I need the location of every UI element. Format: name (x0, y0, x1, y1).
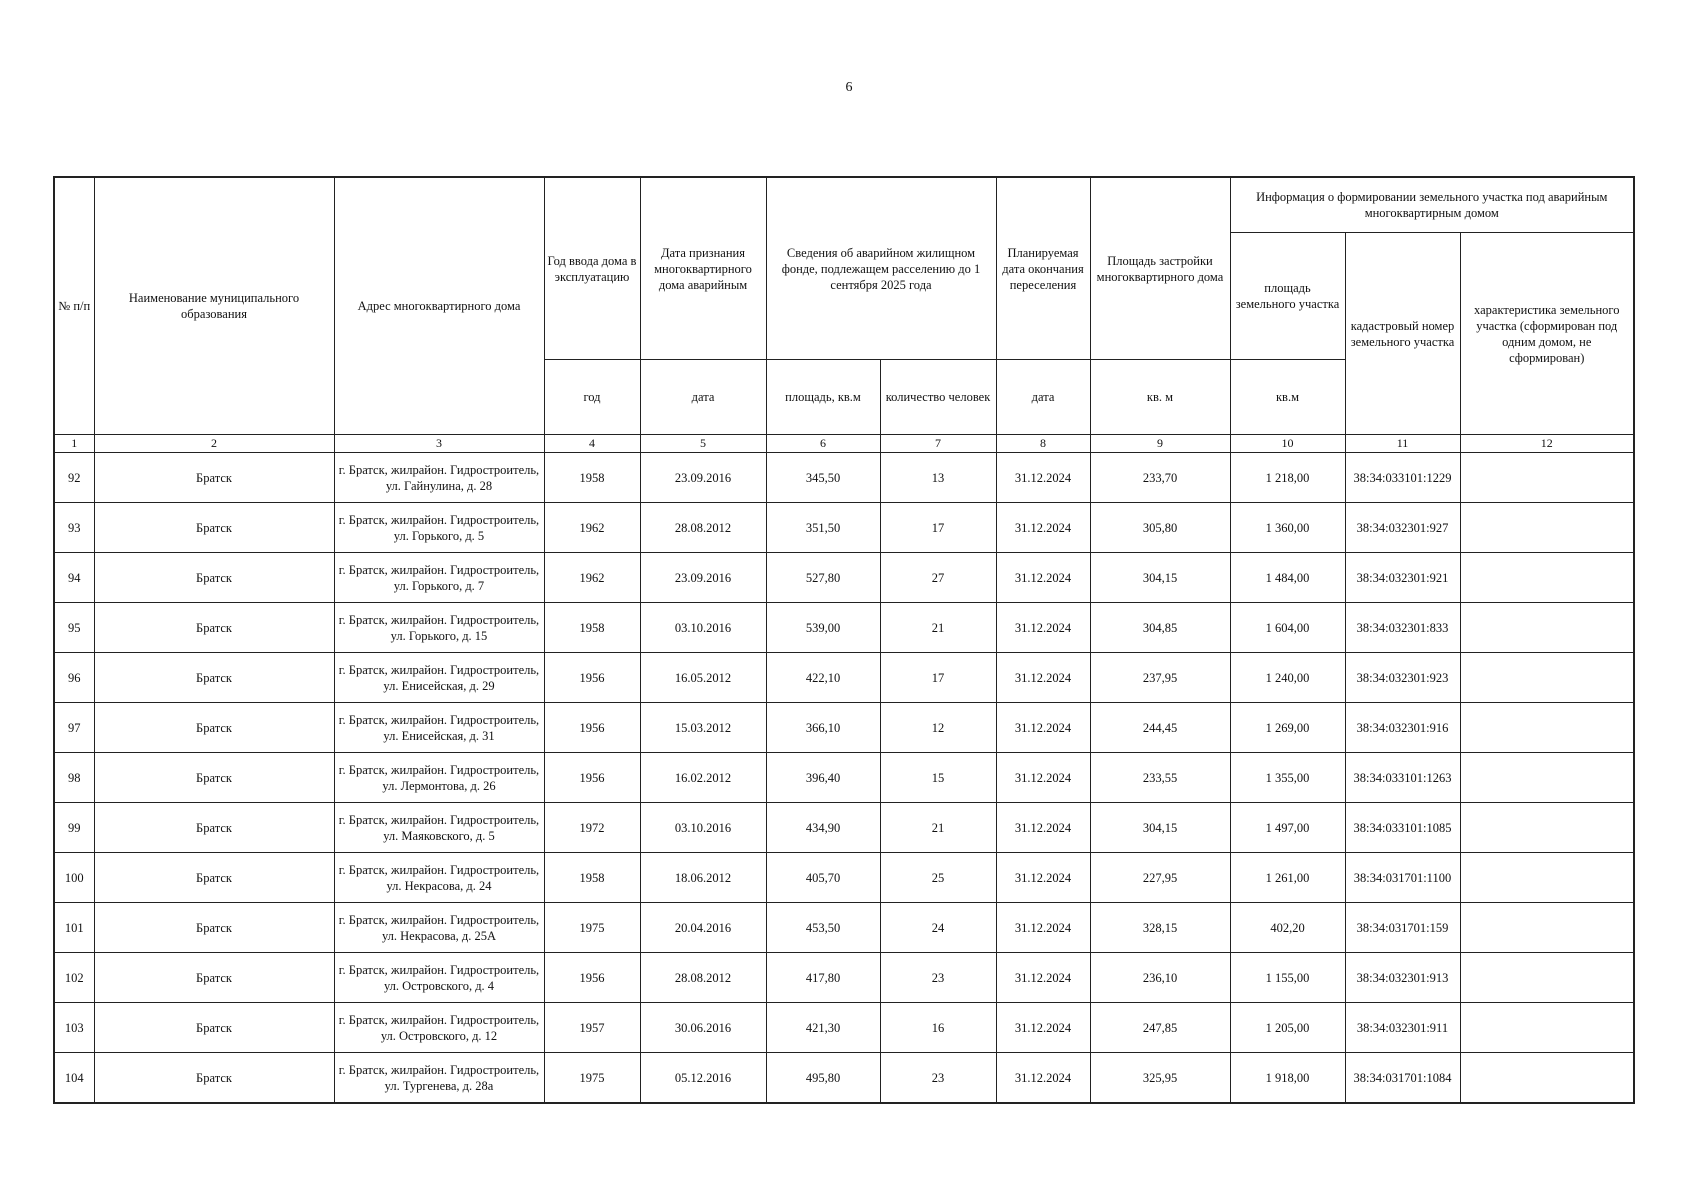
cell-address: г. Братск, жилрайон. Гидростроитель, ул. Горького, д. 7 (334, 553, 544, 603)
cell-row-number: 98 (54, 753, 94, 803)
cell-cadastral-number: 38:34:032301:913 (1345, 953, 1460, 1003)
cell-building-area: 233,55 (1090, 753, 1230, 803)
cell-land-area: 1 261,00 (1230, 853, 1345, 903)
cell-people: 21 (880, 803, 996, 853)
cell-municipality: Братск (94, 1053, 334, 1104)
cell-people: 15 (880, 753, 996, 803)
cell-people: 16 (880, 1003, 996, 1053)
cell-year: 1975 (544, 903, 640, 953)
cell-cadastral-number: 38:34:031701:1100 (1345, 853, 1460, 903)
cell-people: 24 (880, 903, 996, 953)
cell-municipality: Братск (94, 603, 334, 653)
cell-address: г. Братск, жилрайон. Гидростроитель, ул. Гайнулина, д. 28 (334, 453, 544, 503)
cell-cadastral-number: 38:34:032301:923 (1345, 653, 1460, 703)
cell-date-recognized: 16.05.2012 (640, 653, 766, 703)
table-row (54, 903, 1634, 953)
cell-year: 1957 (544, 1003, 640, 1053)
header-land-area: площадь земельного участка (1230, 233, 1345, 360)
cell-people: 27 (880, 553, 996, 603)
column-number: 1 (54, 435, 94, 453)
unit-year: год (544, 360, 640, 435)
cell-row-number: 96 (54, 653, 94, 703)
cell-people: 25 (880, 853, 996, 903)
cell-municipality: Братск (94, 953, 334, 1003)
cell-address: г. Братск, жилрайон. Гидростроитель, ул. Островского, д. 12 (334, 1003, 544, 1053)
cell-row-number: 101 (54, 903, 94, 953)
cell-address: г. Братск, жилрайон. Гидростроитель, ул. Енисейская, д. 29 (334, 653, 544, 703)
header-planned-date: Планируемая дата окончания переселения (996, 177, 1090, 360)
table-row (54, 653, 1634, 703)
cell-cadastral-number: 38:34:032301:927 (1345, 503, 1460, 553)
table-row (54, 453, 1634, 503)
cell-address: г. Братск, жилрайон. Гидростроитель, ул. Енисейская, д. 31 (334, 703, 544, 753)
unit-people: количество человек (880, 360, 996, 435)
table-row (54, 1053, 1634, 1104)
cell-date-recognized: 05.12.2016 (640, 1053, 766, 1104)
cell-year: 1956 (544, 753, 640, 803)
cell-building-area: 247,85 (1090, 1003, 1230, 1053)
cell-planned-date: 31.12.2024 (996, 953, 1090, 1003)
cell-cadastral-number: 38:34:033101:1229 (1345, 453, 1460, 503)
cell-row-number: 102 (54, 953, 94, 1003)
header-date-recognized: Дата признания многоквартирного дома аварийным (640, 177, 766, 360)
cell-land-characteristic (1460, 703, 1634, 753)
column-number: 6 (766, 435, 880, 453)
cell-people: 21 (880, 603, 996, 653)
cell-municipality: Братск (94, 903, 334, 953)
cell-area: 405,70 (766, 853, 880, 903)
column-number: 10 (1230, 435, 1345, 453)
cell-building-area: 304,85 (1090, 603, 1230, 653)
cell-address: г. Братск, жилрайон. Гидростроитель, ул. Тургенева, д. 28а (334, 1053, 544, 1104)
cell-planned-date: 31.12.2024 (996, 903, 1090, 953)
cell-area: 396,40 (766, 753, 880, 803)
cell-date-recognized: 23.09.2016 (640, 553, 766, 603)
cell-area: 527,80 (766, 553, 880, 603)
cell-land-area: 1 360,00 (1230, 503, 1345, 553)
cell-municipality: Братск (94, 503, 334, 553)
cell-cadastral-number: 38:34:033101:1085 (1345, 803, 1460, 853)
cell-row-number: 93 (54, 503, 94, 553)
cell-cadastral-number: 38:34:032301:911 (1345, 1003, 1460, 1053)
cell-building-area: 304,15 (1090, 803, 1230, 853)
cell-cadastral-number: 38:34:032301:916 (1345, 703, 1460, 753)
column-number: 9 (1090, 435, 1230, 453)
cell-area: 421,30 (766, 1003, 880, 1053)
header-row-number: № п/п (54, 177, 94, 435)
cell-land-area: 402,20 (1230, 903, 1345, 953)
unit-area: площадь, кв.м (766, 360, 880, 435)
cell-date-recognized: 18.06.2012 (640, 853, 766, 903)
column-number: 3 (334, 435, 544, 453)
column-number: 5 (640, 435, 766, 453)
cell-building-area: 305,80 (1090, 503, 1230, 553)
table-row (54, 753, 1634, 803)
cell-land-characteristic (1460, 603, 1634, 653)
cell-date-recognized: 16.02.2012 (640, 753, 766, 803)
table-row (54, 853, 1634, 903)
cell-building-area: 244,45 (1090, 703, 1230, 753)
cell-people: 17 (880, 503, 996, 553)
cell-planned-date: 31.12.2024 (996, 853, 1090, 903)
cell-area: 351,50 (766, 503, 880, 553)
cell-date-recognized: 28.08.2012 (640, 953, 766, 1003)
cell-building-area: 227,95 (1090, 853, 1230, 903)
header-emergency-fund: Сведения об аварийном жилищном фонде, подлежащем расселению до 1 сентября 2025 года (766, 177, 996, 360)
unit-date-recognized: дата (640, 360, 766, 435)
cell-area: 422,10 (766, 653, 880, 703)
cell-date-recognized: 30.06.2016 (640, 1003, 766, 1053)
cell-cadastral-number: 38:34:032301:833 (1345, 603, 1460, 653)
table-body (54, 453, 1634, 1104)
cell-address: г. Братск, жилрайон. Гидростроитель, ул. Лермонтова, д. 26 (334, 753, 544, 803)
cell-area: 495,80 (766, 1053, 880, 1104)
cell-year: 1956 (544, 703, 640, 753)
column-number: 7 (880, 435, 996, 453)
column-number: 8 (996, 435, 1090, 453)
cell-municipality: Братск (94, 653, 334, 703)
cell-building-area: 325,95 (1090, 1053, 1230, 1104)
table-row (54, 1003, 1634, 1053)
cell-area: 366,10 (766, 703, 880, 753)
cell-row-number: 97 (54, 703, 94, 753)
cell-row-number: 94 (54, 553, 94, 603)
cell-municipality: Братск (94, 703, 334, 753)
cell-municipality: Братск (94, 1003, 334, 1053)
cell-row-number: 100 (54, 853, 94, 903)
header-land-info: Информация о формировании земельного участка под аварийным многоквартирным домом (1230, 177, 1634, 233)
cell-municipality: Братск (94, 553, 334, 603)
cell-municipality: Братск (94, 803, 334, 853)
cell-people: 23 (880, 953, 996, 1003)
cell-land-area: 1 604,00 (1230, 603, 1345, 653)
cell-cadastral-number: 38:34:033101:1263 (1345, 753, 1460, 803)
cell-municipality: Братск (94, 853, 334, 903)
cell-land-characteristic (1460, 853, 1634, 903)
column-number: 11 (1345, 435, 1460, 453)
cell-land-characteristic (1460, 653, 1634, 703)
cell-address: г. Братск, жилрайон. Гидростроитель, ул. Маяковского, д. 5 (334, 803, 544, 853)
cell-planned-date: 31.12.2024 (996, 653, 1090, 703)
cell-year: 1975 (544, 1053, 640, 1104)
cell-building-area: 236,10 (1090, 953, 1230, 1003)
cell-row-number: 99 (54, 803, 94, 853)
cell-planned-date: 31.12.2024 (996, 453, 1090, 503)
unit-land-area: кв.м (1230, 360, 1345, 435)
header-address: Адрес многоквартирного дома (334, 177, 544, 435)
cell-year: 1956 (544, 653, 640, 703)
cell-land-characteristic (1460, 1003, 1634, 1053)
cell-area: 539,00 (766, 603, 880, 653)
cell-area: 434,90 (766, 803, 880, 853)
cell-date-recognized: 03.10.2016 (640, 803, 766, 853)
cell-row-number: 95 (54, 603, 94, 653)
cell-land-characteristic (1460, 553, 1634, 603)
cell-row-number: 104 (54, 1053, 94, 1104)
cell-land-area: 1 269,00 (1230, 703, 1345, 753)
table-row (54, 503, 1634, 553)
cell-planned-date: 31.12.2024 (996, 803, 1090, 853)
cell-municipality: Братск (94, 753, 334, 803)
unit-building-area: кв. м (1090, 360, 1230, 435)
cell-people: 13 (880, 453, 996, 503)
cell-area: 453,50 (766, 903, 880, 953)
cell-planned-date: 31.12.2024 (996, 503, 1090, 553)
unit-planned-date: дата (996, 360, 1090, 435)
column-number: 4 (544, 435, 640, 453)
cell-land-characteristic (1460, 753, 1634, 803)
cell-building-area: 328,15 (1090, 903, 1230, 953)
cell-cadastral-number: 38:34:031701:159 (1345, 903, 1460, 953)
cell-year: 1962 (544, 503, 640, 553)
cell-year: 1958 (544, 853, 640, 903)
cell-people: 12 (880, 703, 996, 753)
cell-year: 1972 (544, 803, 640, 853)
cell-land-characteristic (1460, 803, 1634, 853)
cell-year: 1958 (544, 603, 640, 653)
cell-land-area: 1 918,00 (1230, 1053, 1345, 1104)
header-year-commissioned: Год ввода дома в эксплуатацию (544, 177, 640, 360)
table-row (54, 953, 1634, 1003)
cell-row-number: 103 (54, 1003, 94, 1053)
cell-date-recognized: 15.03.2012 (640, 703, 766, 753)
cell-land-area: 1 205,00 (1230, 1003, 1345, 1053)
cell-planned-date: 31.12.2024 (996, 553, 1090, 603)
cell-date-recognized: 23.09.2016 (640, 453, 766, 503)
cell-land-characteristic (1460, 503, 1634, 553)
cell-land-characteristic (1460, 453, 1634, 503)
page-number: 6 (845, 80, 853, 95)
cell-planned-date: 31.12.2024 (996, 1053, 1090, 1104)
cell-date-recognized: 03.10.2016 (640, 603, 766, 653)
cell-people: 23 (880, 1053, 996, 1104)
cell-building-area: 304,15 (1090, 553, 1230, 603)
column-number: 12 (1460, 435, 1634, 453)
cell-address: г. Братск, жилрайон. Гидростроитель, ул. Некрасова, д. 25А (334, 903, 544, 953)
cell-planned-date: 31.12.2024 (996, 703, 1090, 753)
cell-people: 17 (880, 653, 996, 703)
cell-date-recognized: 20.04.2016 (640, 903, 766, 953)
cell-year: 1962 (544, 553, 640, 603)
cell-address: г. Братск, жилрайон. Гидростроитель, ул. Горького, д. 15 (334, 603, 544, 653)
table-row (54, 553, 1634, 603)
column-number-row (54, 435, 1634, 453)
cell-planned-date: 31.12.2024 (996, 753, 1090, 803)
header-cadastral-number: кадастровый номер земельного участка (1345, 233, 1460, 435)
cell-land-area: 1 355,00 (1230, 753, 1345, 803)
column-number: 2 (94, 435, 334, 453)
cell-planned-date: 31.12.2024 (996, 1003, 1090, 1053)
cell-municipality: Братск (94, 453, 334, 503)
cell-planned-date: 31.12.2024 (996, 603, 1090, 653)
header-land-characteristic: характеристика земельного участка (сформирован под одним домом, не сформирован) (1460, 233, 1634, 435)
cell-address: г. Братск, жилрайон. Гидростроитель, ул. Горького, д. 5 (334, 503, 544, 553)
header-municipality: Наименование муниципального образования (94, 177, 334, 435)
cell-land-area: 1 497,00 (1230, 803, 1345, 853)
cell-area: 345,50 (766, 453, 880, 503)
header-building-area: Площадь застройки многоквартирного дома (1090, 177, 1230, 360)
table-row (54, 703, 1634, 753)
cell-land-characteristic (1460, 903, 1634, 953)
cell-row-number: 92 (54, 453, 94, 503)
emergency-housing-table (53, 176, 1635, 1104)
table-row (54, 803, 1634, 853)
cell-land-characteristic (1460, 953, 1634, 1003)
cell-area: 417,80 (766, 953, 880, 1003)
cell-land-characteristic (1460, 1053, 1634, 1104)
table-row (54, 603, 1634, 653)
cell-building-area: 233,70 (1090, 453, 1230, 503)
cell-land-area: 1 240,00 (1230, 653, 1345, 703)
cell-land-area: 1 218,00 (1230, 453, 1345, 503)
cell-year: 1956 (544, 953, 640, 1003)
cell-land-area: 1 155,00 (1230, 953, 1345, 1003)
cell-date-recognized: 28.08.2012 (640, 503, 766, 553)
cell-building-area: 237,95 (1090, 653, 1230, 703)
cell-year: 1958 (544, 453, 640, 503)
cell-cadastral-number: 38:34:031701:1084 (1345, 1053, 1460, 1104)
cell-land-area: 1 484,00 (1230, 553, 1345, 603)
cell-cadastral-number: 38:34:032301:921 (1345, 553, 1460, 603)
cell-address: г. Братск, жилрайон. Гидростроитель, ул. Островского, д. 4 (334, 953, 544, 1003)
cell-address: г. Братск, жилрайон. Гидростроитель, ул. Некрасова, д. 24 (334, 853, 544, 903)
